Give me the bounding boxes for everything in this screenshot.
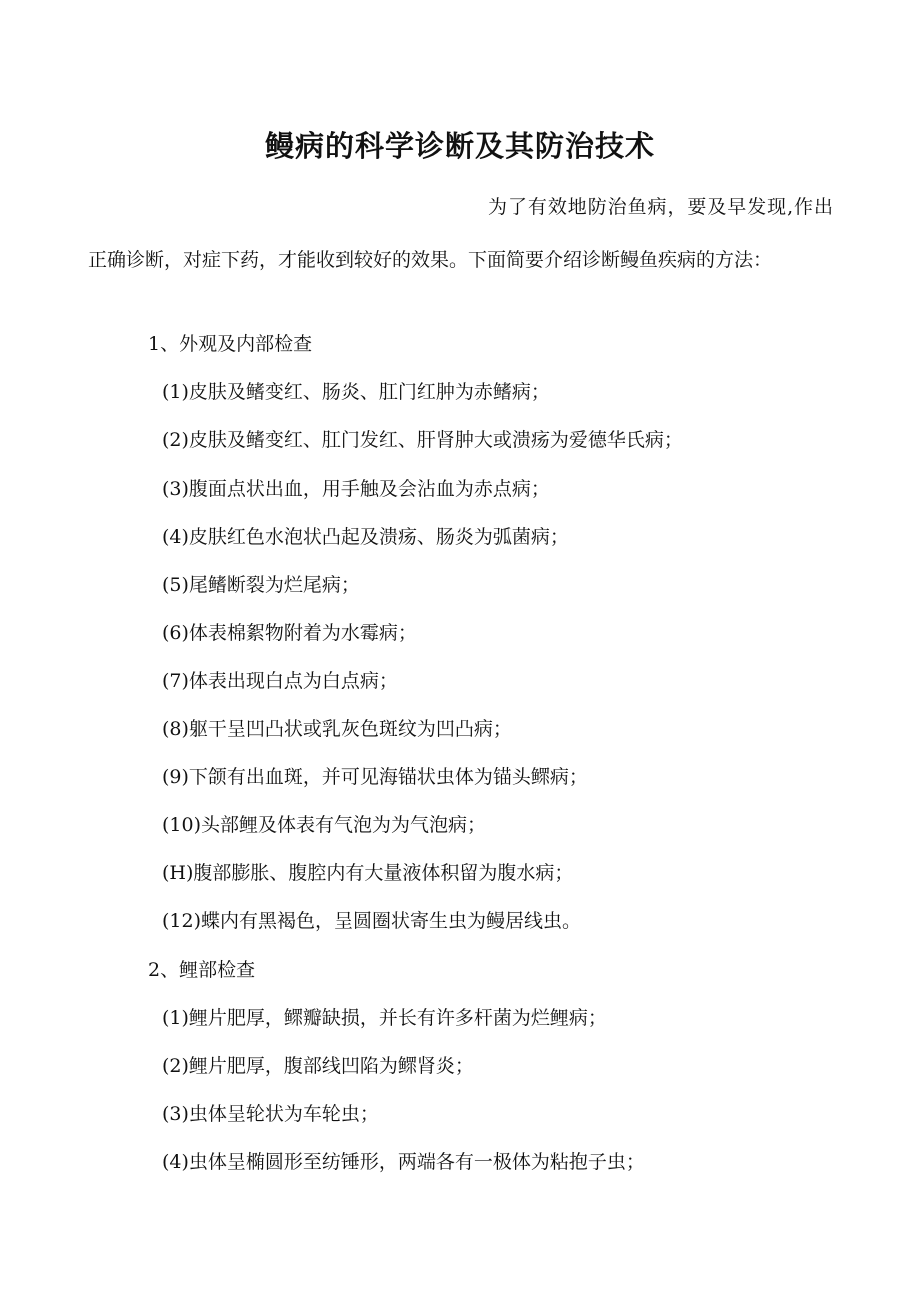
list-item: (10)头部鲤及体表有气泡为为气泡病；: [162, 814, 487, 836]
list-item: (8)躯干呈凹凸状或乳灰色斑纹为凹凸病；: [162, 718, 512, 740]
list-item: (2)皮肤及鳍变红、肛门发红、肝肾肿大或溃疡为爱德华氏病；: [162, 429, 683, 451]
list-item: (2)鲤片肥厚，腹部线凹陷为鳏肾炎；: [162, 1055, 474, 1077]
list-item: (H)腹部膨胀、腹腔内有大量液体积留为腹水病；: [162, 862, 574, 884]
list-item: (9)下颌有出血斑，并可见海锚状虫体为锚头鳏病；: [162, 766, 588, 788]
list-item: (3)虫体呈轮状为车轮虫；: [162, 1103, 379, 1125]
list-item: (12)蝶内有黑褐色，呈圆圈状寄生虫为鳗居线虫。: [162, 910, 582, 932]
list-item: (5)尾鳍断裂为烂尾病；: [162, 574, 360, 596]
section-heading: 1、外观及内部检查: [148, 333, 313, 355]
list-item: (4)虫体呈椭圆形至纺锤形，两端各有一极体为粘抱子虫；: [162, 1151, 645, 1173]
document-title: 鳗病的科学诊断及其防治技术: [264, 129, 655, 163]
list-item: (7)体表出现白点为白点病；: [162, 670, 398, 692]
list-item: (3)腹面点状出血，用手触及会沾血为赤点病；: [162, 478, 550, 500]
section-heading: 2、鲤部检查: [148, 959, 256, 981]
intro-paragraph: 为了有效地防治鱼病，要及早发现,作出正确诊断，对症下药，才能收到较好的效果。下面简要介绍诊断鳗鱼疾病的方法：: [88, 196, 833, 271]
list-item: (6)体表棉絮物附着为水霉病；: [162, 622, 417, 644]
list-item: (4)皮肤红色水泡状凸起及溃疡、肠炎为弧菌病；: [162, 526, 569, 548]
list-item: (1)皮肤及鳍变红、肠炎、肛门红肿为赤鳍病；: [162, 381, 550, 403]
list-item: (1)鲤片肥厚，鳏瓣缺损，并长有许多杆菌为烂鲤病；: [162, 1007, 607, 1029]
